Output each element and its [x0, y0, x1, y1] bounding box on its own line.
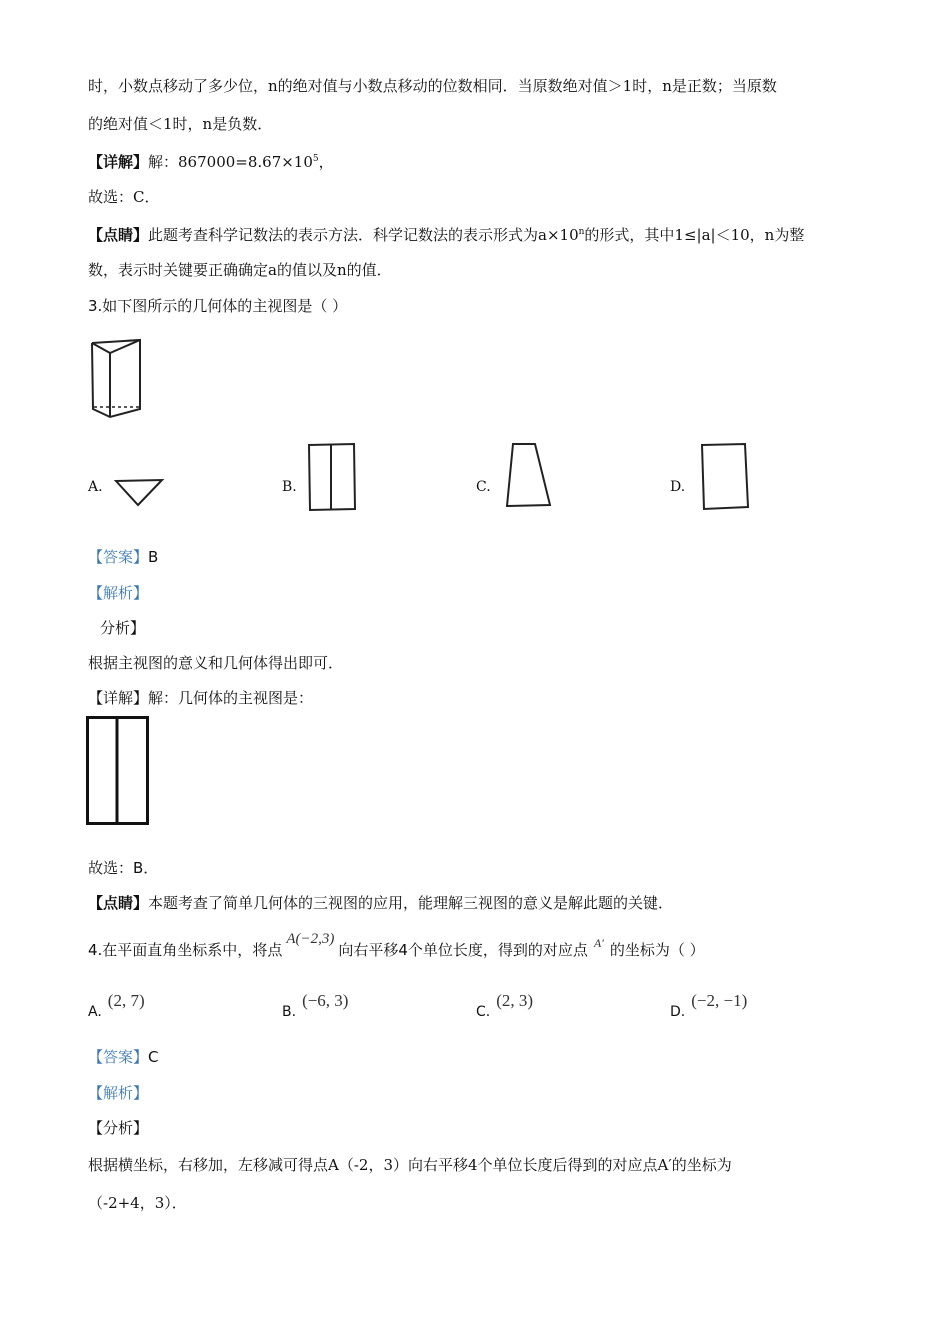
- q2-comment: 【点睛】此题考查科学记数法的表示方法．科学记数法的表示形式为$a\times 10^n$的形式，其中1≤|a|＜10，n为整: [88, 226, 805, 244]
- q3-option-b-label: B.: [282, 479, 297, 495]
- front-view-figure: [86, 716, 150, 826]
- comment-label: 【点睛】: [88, 226, 149, 244]
- rectangle-figure[interactable]: [699, 442, 751, 512]
- q3-option-d-label: D.: [670, 479, 686, 495]
- q4-option-d[interactable]: D.(−2, −1): [670, 991, 748, 1020]
- comment-exponent: n: [578, 227, 585, 237]
- comment-label: 【点睛】: [88, 894, 149, 912]
- q3-analysis-sub: 分析】: [100, 619, 146, 637]
- answer-label: 【答案】: [88, 548, 149, 566]
- detail-label: 【详解】: [88, 153, 149, 171]
- point-a-prime: A′: [593, 936, 604, 950]
- detail-text: 解：867000=8.67×10: [148, 153, 313, 171]
- q2-explanation-line2: 的绝对值＜1时，n是负数．: [88, 115, 273, 133]
- q4-option-b[interactable]: B.(−6, 3): [282, 991, 349, 1020]
- detail-exponent: 5: [312, 154, 319, 164]
- q3-analysis-label: 【解析】: [88, 584, 149, 602]
- q2-comment-line2: 数，表示时关键要正确确定a的值以及n的值．: [88, 261, 392, 279]
- q3-option-a-label: A.: [88, 479, 103, 495]
- q3-question: 3.如下图所示的几何体的主视图是（ ）: [88, 297, 348, 315]
- answer-value: B: [148, 548, 159, 566]
- q4-option-a[interactable]: A.(2, 7): [88, 991, 145, 1020]
- q3-answer: [88, 547, 158, 567]
- q4-analysis-line1: 根据横坐标，右移加，左移减可得点A（-2，3）向右平移4个单位长度后得到的对应点A′的坐标为: [88, 1156, 732, 1174]
- q4-analysis-sub: 【分析】: [88, 1119, 149, 1137]
- answer-label: 【答案】: [88, 1048, 149, 1066]
- q2-detail: 【详解】解：$867000=8.67\times 10^5$，: [88, 153, 334, 171]
- rectangle-divided-figure[interactable]: [307, 442, 357, 512]
- q3-choice: 故选：B．: [88, 859, 159, 877]
- q3-option-c-label: C.: [476, 479, 491, 495]
- detail-label: 【详解】: [88, 689, 149, 707]
- q4-analysis-label: 【解析】: [88, 1084, 149, 1102]
- point-a-expression: A(−2,3): [286, 931, 335, 947]
- answer-value: C: [148, 1048, 159, 1066]
- q3-detail: 【详解】解：几何体的主视图是：: [88, 689, 314, 707]
- q3-analysis-text: 根据主视图的意义和几何体得出即可．: [88, 654, 344, 672]
- q4-answer: [88, 1047, 159, 1067]
- q2-explanation-line1: 时，小数点移动了多少位，n的绝对值与小数点移动的位数相同．当原数绝对值＞1时，n是正数；当原数: [88, 77, 777, 95]
- trapezoid-figure[interactable]: [503, 441, 553, 511]
- q4-question: 4.在平面直角坐标系中，将点A(−2,3)向右平移4个单位长度，得到的对应点 $^{A'}$ 的坐标为（ ）: [88, 931, 705, 959]
- q3-comment: 【点睛】本题考查了简单几何体的三视图的应用，能理解三视图的意义是解此题的关键．: [88, 894, 674, 912]
- inverted-triangle-figure[interactable]: [113, 478, 165, 508]
- triangular-prism-figure: [88, 335, 144, 420]
- q4-option-c[interactable]: C.(2, 3): [476, 991, 534, 1020]
- q4-analysis-line2: （-2+4，3）．: [88, 1194, 187, 1212]
- q2-choice: 故选：C．: [88, 188, 160, 206]
